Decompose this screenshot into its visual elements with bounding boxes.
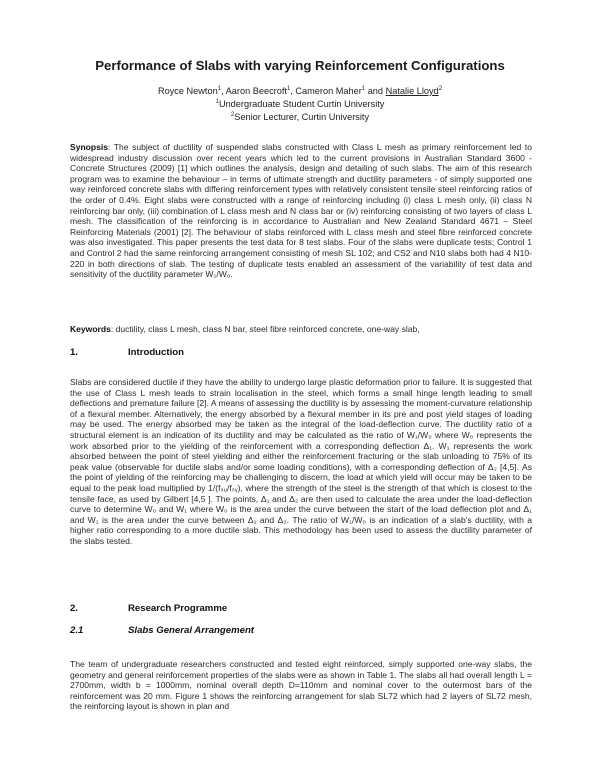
subsection-heading-slabs-arrangement [70,625,254,636]
keywords-text: : ductility, class L mesh, class N bar, steel fibre reinforced concrete, one-way slab, [110,324,420,334]
section-number: 1. [70,347,79,358]
section-title: Introduction [128,347,184,358]
affil-marker: 2 [230,112,235,119]
author-name: Cameron Maher [295,86,362,97]
author-line [50,84,550,97]
author-affil-marker: 1 [286,86,291,92]
author-name: Natalie Lloyd [385,86,439,97]
author-affil-marker: 1 [217,86,222,92]
author-separator: , [221,86,226,97]
affiliation-text: Senior Lecturer, Curtin University [234,112,370,123]
affiliation-text: Undergraduate Student Curtin University [218,99,385,110]
synopsis-text: : The subject of ductility of suspended slabs constructed with Class L mesh as primary reinforcement led to widespread industry discussion over recent years which led to the current provisions in Australian Standard 3600 - Concrete Structures (2009) [1] which outlines the analysis, design and detailing of such slabs. The aim of this research program was to examine the behaviour – in terms of ultimate strength and ductility parameters - of simply supported one way reinforced concrete slabs with differing reinforcement types with relatively consistent tensile steel reinforcing ratios of the order of 0.4%. Eight slabs were constructed with a range of reinforcing including (i) class L mesh only, (ii) class N reinforcing bar only, (iii) combination of L class mesh and N class bar or (iv) reinforcing consisting of two layers of class L mesh. The classification of the reinforcing is in accordance to Australian and New Zealand Standard 4671 – Steel Reinforcing Materials (2001) [2]. The behaviour of slabs reinforced with L class mesh and steel fibre reinforced concrete was also investigated. This paper presents the test data for 8 test slabs. Four of the slabs were duplicate tests; Control 1 and Control 2 had the same reinforcing arrangement consisting of mesh SL 102; and CS2 and N10 slabs both had 4 N10-220 in both directions of slab. The testing of duplicate tests enabled an assessment of the variability of test data and sensitivity of the ductility parameter W₁/W₀. [70,142,532,280]
slabs-arrangement-paragraph: The team of undergraduate researchers constructed and tested eight reinforced, simply supported one-way slabs, the geometry and general reinforcement properties of the slabs were as shown in Table 1. The slabs all had overall length L = 2700mm, width b = 1000mm, nominal overall depth D=110mm and nominal cover to the outermost bars of the reinforcement was 20 mm. Figure 1 shows the reinforcing arrangement for slab SL72 which had 2 layers of SL72 mesh, the reinforcing layout is shown in plan and [70,659,532,712]
subsection-number: 2.1 [70,625,84,636]
keywords-paragraph [70,324,532,335]
section-heading-research-programme [70,603,227,614]
author-affil-marker: 1 [361,86,366,92]
affiliation-line [50,97,550,110]
section-title: Research Programme [128,603,228,614]
keywords-label: Keywords [70,324,111,334]
author-separator: and [365,86,386,97]
paper-title: Performance of Slabs with varying Reinforcement Configurations [95,58,505,73]
synopsis-label: Synopsis [70,142,108,152]
author-name: Royce Newton [157,86,218,97]
synopsis-paragraph [70,142,532,280]
introduction-paragraph: Slabs are considered ductile if they have the ability to undergo large plastic deformation prior to failure. It is suggested that the use of Class L mesh leads to strain localisation in the steel, which forms a small hinge length leading to small deflections and premature failure [2]. A means of assessing the ductility is by assessing the moment-curvature relationship of a flexural member. Alternatively, the energy absorbed by a flexural member in its pre and post yield stages of loading may be used. The energy absorbed may be taken as the integral of the load-deflection curve. The ductility ratio of a structural element is an indication of its ductility and may be calculated as the ratio of W₁/W₀ where W₀ represents the work absorbed prior to the yielding of the reinforcement with a corresponding deflection Δ₁. W₁ represents the work absorbed between the point of steel yielding and either the reinforcement fracturing or the slab unloading to 75% of its peak value (observable for ductile slabs and/or some loading conditions), with a corresponding deflection of Δ₂ [4,5]. As the point of yielding of the reinforcing may be challenging to discern, the load at which yield will occur may be taken to be equal to the peak load multiplied by 1/(fₛᵤ/fₛᵧ), where the strength of the steel is the strength of that which is closest to the tensile face, as used by Gilbert [4,5 ]. The points, Δ₁ and Δ₂ are then used to calculate the area under the load-deflection curve to determine W₀ and W₁ where W₀ is the area under the curve between the start of the load deflection plot and Δ₁ and W₁ is the area under the curve between Δ₁ and Δ₂. The ratio of W₁/W₀ is an indication of a slab's ductility, with a higher ratio corresponding to a more ductile slab. This methodology has been used to assess the ductility parameter of the slabs tested. [70,377,532,546]
author-block [50,84,550,123]
affiliation-line [50,110,550,123]
affil-marker: 1 [215,99,219,106]
subsection-title: Slabs General Arrangement [128,625,255,636]
author-separator: , [290,86,296,97]
author-name: Aaron Beecroft [225,86,287,97]
section-number: 2. [70,603,79,614]
author-affil-marker: 2 [438,86,443,92]
section-heading-introduction [70,347,184,358]
